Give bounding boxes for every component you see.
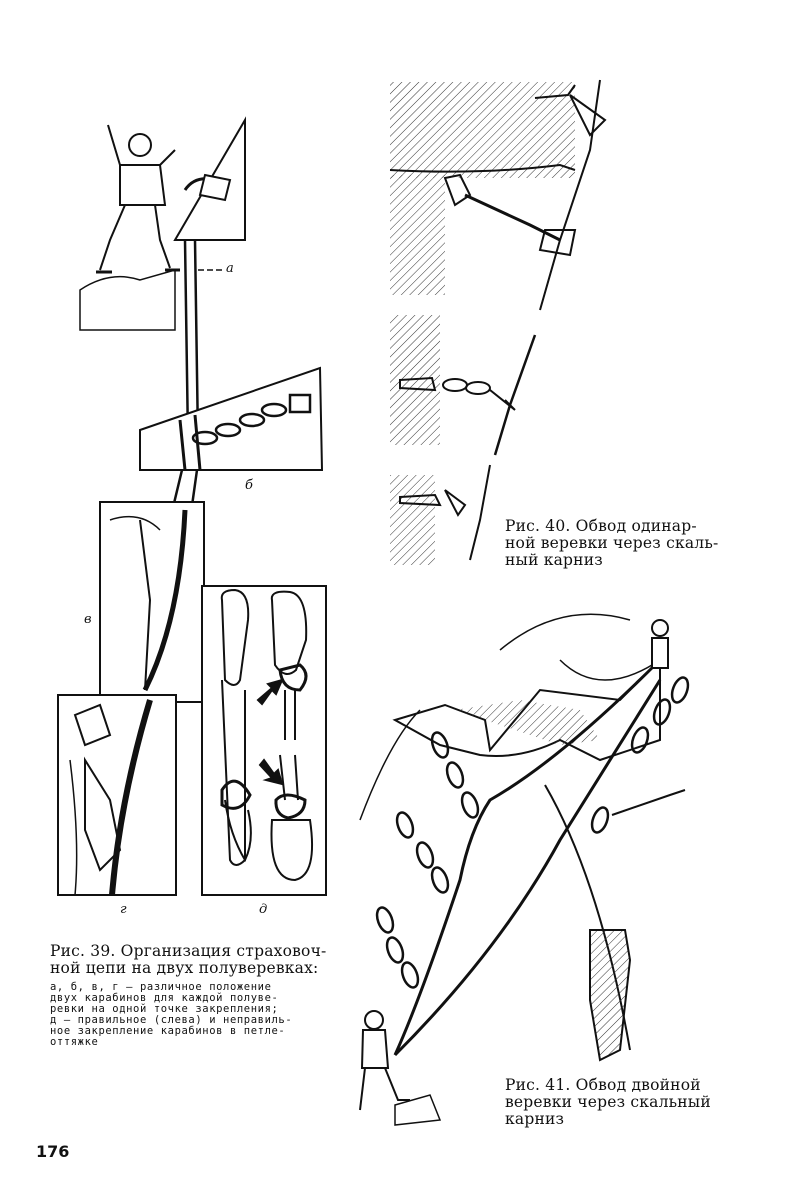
caption-sub-line: ревки на одной точке закрепления; [50, 1003, 279, 1015]
label-a: а [226, 261, 234, 276]
label-d: д [259, 902, 268, 917]
caption-figure-41 [505, 1077, 745, 1128]
caption-title-line: ной цепи на двух полуверевках: [50, 959, 319, 977]
caption-sub-line: а, б, в, г — различное положение [50, 981, 272, 993]
rock-wall-1 [390, 175, 445, 295]
caption-line: Рис. 40. Обвод одинар- [505, 517, 697, 535]
caption-figure-40 [505, 518, 735, 569]
caption-title-line: Рис. 39. Организация страховоч- [50, 942, 327, 960]
rock-slab-3 [390, 475, 435, 565]
climber-figure-39 [96, 125, 180, 272]
climber-bottom [360, 1011, 410, 1110]
label-b: б [245, 478, 253, 493]
panel-b [140, 368, 322, 470]
caption-line: веревки через скальный [505, 1093, 711, 1111]
caption-sub-line: д — правильное (слева) и неправиль- [50, 1014, 293, 1026]
caption-sub-line: оттяжке [50, 1036, 99, 1048]
caption-figure-39 [50, 943, 340, 977]
label-v: в [84, 612, 92, 627]
page-number: 176 [36, 1142, 70, 1161]
climber-top [652, 620, 668, 668]
caption-line: карниз [505, 1110, 565, 1128]
caption-line: ный карниз [505, 551, 603, 569]
caption-sub-figure-39 [50, 982, 340, 1048]
panel-d [202, 586, 326, 895]
figure-41-drawing [360, 614, 691, 1125]
figure-39-drawing [58, 120, 326, 895]
figure-40-drawing [390, 80, 605, 565]
caption-sub-line: ное закрепление карабинов в петле- [50, 1025, 286, 1037]
caption-sub-line: двух карабинов для каждой полуве- [50, 992, 279, 1004]
caption-line: ной веревки через скаль- [505, 534, 719, 552]
label-g: г [120, 902, 127, 917]
caption-line: Рис. 41. Обвод двойной [505, 1076, 701, 1094]
